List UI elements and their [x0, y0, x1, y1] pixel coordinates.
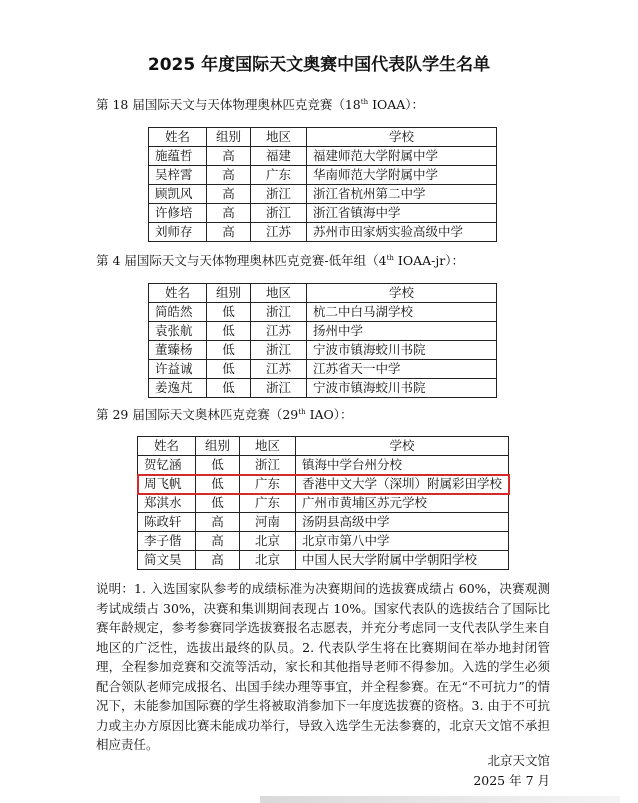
student-name: 董臻杨 [149, 341, 207, 360]
student-school: 浙江省镇海中学 [307, 204, 497, 223]
column-header-school: 学校 [307, 284, 497, 303]
student-region: 福建 [251, 147, 307, 166]
student-group: 低 [207, 360, 251, 379]
student-region: 浙江 [251, 185, 307, 204]
student-region: 广东 [251, 166, 307, 185]
ordinal-suffix: th [298, 407, 306, 416]
student-name: 郑淇水 [138, 494, 196, 513]
student-group: 高 [207, 223, 251, 242]
column-header-group: 组别 [207, 284, 251, 303]
column-header-region: 地区 [251, 128, 307, 147]
student-school: 北京市第八中学 [296, 532, 509, 551]
ordinal-suffix: th [360, 97, 369, 106]
student-group: 低 [196, 456, 240, 475]
section-heading-tail: IOAA-jr）： [393, 253, 464, 268]
column-header-school: 学校 [307, 128, 497, 147]
student-school: 福建师范大学附属中学 [307, 147, 497, 166]
section-heading-text: 第 18 届国际天文与天体物理奥林匹克竞赛（18 [96, 97, 361, 112]
student-region: 北京 [240, 532, 296, 551]
section-heading-text: 第 29 届国际天文奥林匹克竞赛（29 [96, 407, 299, 422]
student-school: 宁波市镇海蛟川书院 [307, 341, 497, 360]
signature-org: 北京天文馆 [487, 753, 550, 768]
student-name: 李子偕 [138, 532, 196, 551]
section-heading-ioaa-jr [96, 251, 464, 269]
column-header-region: 地区 [251, 284, 307, 303]
section-heading-ioaa [96, 95, 424, 113]
notes-paragraph: 说明：1. 入选国家队参考的成绩标准为决赛期间的选拔赛成绩占 60%，决赛观测考试成绩占 30%，决赛和集训期间表现占 10%。国家代表队的选拔结合了国际比赛年龄规定，参考参赛同学选拔赛报名志愿表，并充分考虑同一支代表队学生来自地区的广泛性，选拔出最终的队员。2. 代表队学生将在比赛期间在举办地封闭管理，全程参加竞赛和交流等活动，家长和其他指导老师不得参加。入选的学生必须配合领队老师完成报名、出国手续办理等事宜，并全程参赛。在无“不可抗力”的情况下，未能参加国际赛的学生将被取消参加下一年度选拔赛的资格。3. 由于不可抗力或主办方原因比赛未能成功举行，导致入选学生无法参赛的，北京天文馆不承担相应责任。 [96, 581, 550, 752]
section-heading-text: 第 4 届国际天文与天体物理奥林匹克竞赛-低年组（4 [96, 253, 387, 268]
table-row [138, 513, 509, 532]
student-region: 浙江 [251, 303, 307, 322]
section-heading-iao [96, 405, 353, 423]
column-header-name: 姓名 [149, 284, 207, 303]
signature-block [473, 751, 550, 791]
student-school: 苏州市田家炳实验高级中学 [307, 223, 497, 242]
table-row [149, 360, 497, 379]
student-school: 江苏省天一中学 [307, 360, 497, 379]
table-row [149, 185, 497, 204]
watermark-strip [260, 796, 620, 803]
student-name: 周飞帆 [138, 475, 196, 494]
column-header-region: 地区 [240, 437, 296, 456]
student-name: 袁张航 [149, 322, 207, 341]
student-region: 江苏 [251, 223, 307, 242]
student-name: 许修培 [149, 204, 207, 223]
student-region: 浙江 [251, 379, 307, 398]
student-name: 施蕴哲 [149, 147, 207, 166]
student-region: 广东 [240, 494, 296, 513]
student-group: 低 [207, 341, 251, 360]
signature-date: 2025 年 7 月 [473, 773, 550, 788]
column-header-group: 组别 [207, 128, 251, 147]
table-header-row [138, 437, 509, 456]
student-school: 香港中文大学（深圳）附属彩田学校 [296, 475, 509, 494]
column-header-name: 姓名 [138, 437, 196, 456]
student-group: 高 [196, 532, 240, 551]
table-row-highlighted [138, 475, 509, 494]
column-header-school: 学校 [296, 437, 509, 456]
roster-table-iao [137, 436, 509, 570]
student-name: 简皓然 [149, 303, 207, 322]
table-row [138, 532, 509, 551]
student-school: 宁波市镇海蛟川书院 [307, 379, 497, 398]
student-school: 镇海中学台州分校 [296, 456, 509, 475]
student-group: 高 [207, 185, 251, 204]
student-name: 许益诚 [149, 360, 207, 379]
student-region: 浙江 [251, 204, 307, 223]
table-row [138, 551, 509, 570]
student-group: 高 [207, 166, 251, 185]
table-row [149, 303, 497, 322]
student-group: 低 [196, 475, 240, 494]
student-group: 高 [207, 147, 251, 166]
student-school: 华南师范大学附属中学 [307, 166, 497, 185]
student-region: 北京 [240, 551, 296, 570]
student-group: 低 [207, 303, 251, 322]
student-name: 姜逸芃 [149, 379, 207, 398]
student-group: 高 [196, 513, 240, 532]
table-row [149, 166, 497, 185]
student-region: 浙江 [251, 341, 307, 360]
table-row [138, 494, 509, 513]
table-header-row [149, 128, 497, 147]
student-school: 扬州中学 [307, 322, 497, 341]
table-row [149, 341, 497, 360]
student-group: 低 [207, 322, 251, 341]
table-row [138, 456, 509, 475]
student-name: 简文昊 [138, 551, 196, 570]
student-group: 低 [207, 379, 251, 398]
student-name: 陈政轩 [138, 513, 196, 532]
student-name: 贺钇涵 [138, 456, 196, 475]
student-school: 中国人民大学附属中学朝阳学校 [296, 551, 509, 570]
student-school: 广州市黄埔区苏元学校 [296, 494, 509, 513]
student-school: 杭二中白马湖学校 [307, 303, 497, 322]
student-group: 低 [196, 494, 240, 513]
table-header-row [149, 284, 497, 303]
student-region: 河南 [240, 513, 296, 532]
student-name: 顾凯风 [149, 185, 207, 204]
table-row [149, 204, 497, 223]
student-school: 浙江省杭州第二中学 [307, 185, 497, 204]
roster-table-ioaa [148, 127, 497, 242]
page-title: 2025 年度国际天文奥赛中国代表队学生名单 [147, 55, 491, 75]
column-header-group: 组别 [196, 437, 240, 456]
student-group: 高 [196, 551, 240, 570]
student-region: 广东 [240, 475, 296, 494]
column-header-name: 姓名 [149, 128, 207, 147]
table-row [149, 147, 497, 166]
student-name: 吴梓霄 [149, 166, 207, 185]
section-heading-tail: IAO）： [305, 407, 353, 422]
student-group: 高 [207, 204, 251, 223]
table-row [149, 379, 497, 398]
student-region: 浙江 [240, 456, 296, 475]
roster-table-ioaa-jr [148, 283, 497, 398]
student-name: 刘师存 [149, 223, 207, 242]
ordinal-suffix: th [386, 253, 394, 262]
student-region: 江苏 [251, 360, 307, 379]
table-row [149, 223, 497, 242]
student-region: 江苏 [251, 322, 307, 341]
table-row [149, 322, 497, 341]
student-school: 汤阴县高级中学 [296, 513, 509, 532]
section-heading-tail: IOAA）： [368, 97, 425, 112]
